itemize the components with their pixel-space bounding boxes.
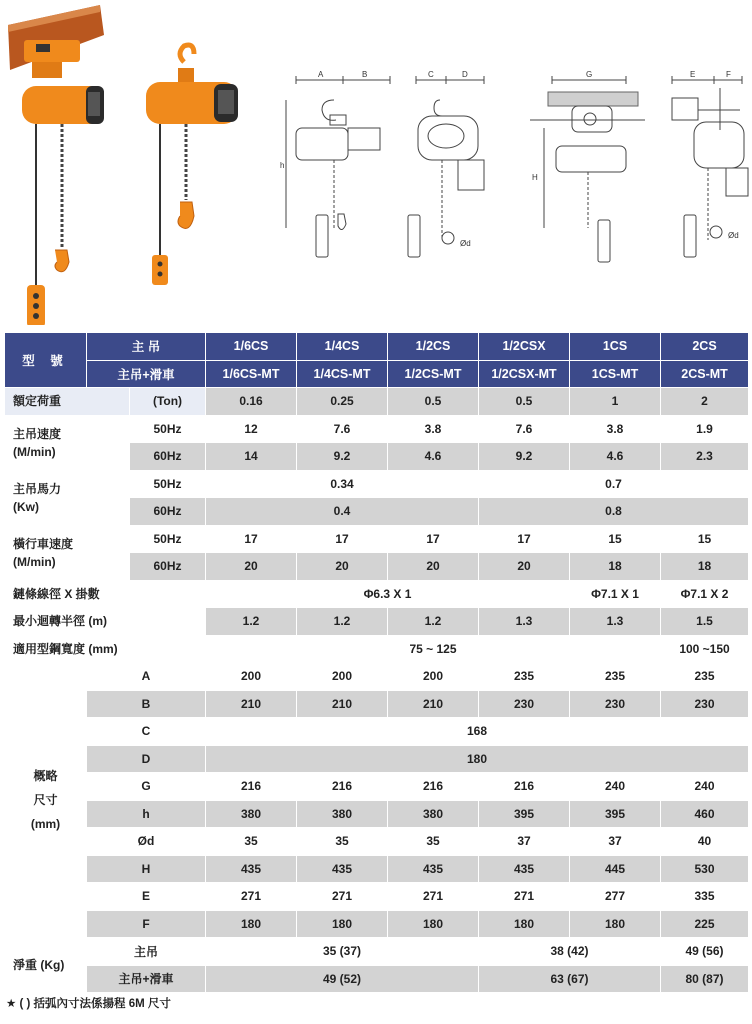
dim-value: 445 [570,855,661,883]
dim-value: 235 [661,663,749,691]
spec-table [4,332,749,993]
dim-label-H: H [532,173,538,182]
freq-50hz: 50Hz [130,415,206,443]
model-trolley: 1/2CS-MT [388,360,479,388]
hoist-speed-value: 9.2 [479,443,570,471]
dim-label-h: h [280,161,285,170]
dim-value: 200 [206,663,297,691]
rated-load-value: 0.5 [479,388,570,416]
dim-value: 380 [388,800,479,828]
main-hoist-label: 主 吊 [87,333,206,361]
dim-label-b: B [362,70,368,79]
dim-value: 35 [297,828,388,856]
chain-value: Φ7.1 X 2 [661,580,749,608]
dim-value: 271 [297,883,388,911]
hoist-speed-label-1: 主吊速度 [13,426,62,441]
trolley-speed-value: 15 [570,525,661,553]
dim-label-phi-d-2: Ød [728,231,739,240]
weight-main-label: 主吊 [87,938,206,966]
rated-load-unit: (Ton) [130,388,206,416]
radius-value: 1.3 [479,608,570,636]
model-main: 1/4CS [297,333,388,361]
model-trolley: 2CS-MT [661,360,749,388]
dims-label-3: (mm) [30,817,61,831]
trolley-speed-value: 18 [570,553,661,581]
dim-value: 200 [388,663,479,691]
dim-value: 240 [661,773,749,801]
dim-e-row [5,883,749,911]
beam-value: 75 ~ 125 [206,635,661,663]
hoist-power-value: 0.4 [206,498,479,526]
dim-d-row [5,745,749,773]
dim-value: 40 [661,828,749,856]
dim-key: E [87,883,206,911]
beam-value: 100 ~150 [661,635,749,663]
dim-value: 168 [206,718,749,746]
dim-value: 435 [479,855,570,883]
chain-value: Φ6.3 X 1 [206,580,570,608]
chain-row [5,580,749,608]
dim-phi-d-row [5,828,749,856]
beam-label: 適用型鋼寬度 (mm) [5,635,206,663]
freq-60hz: 60Hz [130,498,206,526]
rated-load-value: 1 [570,388,661,416]
dim-value: 216 [297,773,388,801]
hoist-power-value: 0.34 [206,470,479,498]
trolley-speed-value: 15 [661,525,749,553]
model-trolley: 1CS-MT [570,360,661,388]
chain-label: 鏈條線徑 X 掛數 [5,580,206,608]
weight-trolley-label: 主吊+滑車 [87,965,206,993]
hoist-speed-value: 4.6 [570,443,661,471]
trolley-speed-value: 20 [206,553,297,581]
weight-value: 80 (87) [661,965,749,993]
weight-trolley-row [5,965,749,993]
dim-value: 180 [206,745,749,773]
dim-key: H [87,855,206,883]
trolley-speed-value: 20 [388,553,479,581]
dim-value: 180 [479,910,570,938]
dims-label-1: 概略 [33,769,58,783]
freq-50hz: 50Hz [130,525,206,553]
trolley-speed-value: 20 [297,553,388,581]
radius-value: 1.5 [661,608,749,636]
dim-value: 380 [297,800,388,828]
radius-value: 1.2 [388,608,479,636]
dim-label-a: A [318,70,324,79]
freq-50hz: 50Hz [130,470,206,498]
header-row-main [5,333,749,361]
radius-row [5,608,749,636]
rated-load-value: 0.5 [388,388,479,416]
model-trolley: 1/4CS-MT [297,360,388,388]
trolley-speed-label [5,525,130,580]
hoist-trolley-label: 主吊+滑車 [87,360,206,388]
hoist-speed-label-2: (M/min) [13,444,56,459]
hoist-power-label [5,470,130,525]
freq-60hz: 60Hz [130,443,206,471]
model-main: 1/2CSX [479,333,570,361]
radius-value: 1.2 [297,608,388,636]
trolley-speed-label-2: (M/min) [13,554,56,569]
trolley-speed-value: 17 [206,525,297,553]
dim-h-row [5,800,749,828]
dim-value: 180 [297,910,388,938]
dim-value: 235 [570,663,661,691]
model-trolley: 1/6CS-MT [206,360,297,388]
dim-value: 230 [479,690,570,718]
dim-value: 230 [661,690,749,718]
dimension-drawing-trolley-side [530,70,645,262]
dim-value: 230 [570,690,661,718]
trolley-speed-value: 17 [297,525,388,553]
dim-value: 335 [661,883,749,911]
dim-g-row [5,773,749,801]
hoist-with-trolley-image [8,5,104,325]
hoist-power-label-2: (Kw) [13,499,39,514]
weight-value: 63 (67) [479,965,661,993]
header-row-trolley [5,360,749,388]
dim-f-row [5,910,749,938]
dim-value: 235 [479,663,570,691]
hoist-power-50-row [5,470,749,498]
dim-value: 216 [388,773,479,801]
dim-key: C [87,718,206,746]
trolley-speed-value: 18 [661,553,749,581]
dim-value: 225 [661,910,749,938]
radius-label: 最小迴轉半徑 (m) [5,608,206,636]
rated-load-value: 0.25 [297,388,388,416]
dim-key: h [87,800,206,828]
hoist-speed-value: 4.6 [388,443,479,471]
dim-value: 277 [570,883,661,911]
model-main: 2CS [661,333,749,361]
radius-value: 1.3 [570,608,661,636]
dim-value: 460 [661,800,749,828]
dim-key: B [87,690,206,718]
hoist-power-label-1: 主吊馬力 [13,481,62,496]
beam-row [5,635,749,663]
rated-load-label: 額定荷重 [5,388,130,416]
hoist-speed-value: 3.8 [570,415,661,443]
weight-main-row [5,938,749,966]
model-trolley: 1/2CSX-MT [479,360,570,388]
trolley-speed-value: 20 [479,553,570,581]
dim-value: 35 [388,828,479,856]
dim-label-phi-d-1: Ød [460,239,471,248]
dim-key: Ød [87,828,206,856]
dim-value: 180 [206,910,297,938]
dim-b-row [5,690,749,718]
dim-value: 210 [297,690,388,718]
chain-value: Φ7.1 X 1 [570,580,661,608]
dims-label [5,663,87,938]
hoist-speed-value: 9.2 [297,443,388,471]
dim-label-f: F [726,70,731,79]
dim-c-row [5,718,749,746]
dim-key: F [87,910,206,938]
weight-value: 49 (56) [661,938,749,966]
dim-value: 395 [570,800,661,828]
freq-60hz: 60Hz [130,553,206,581]
dim-value: 216 [479,773,570,801]
hoist-speed-value: 3.8 [388,415,479,443]
dim-value: 271 [479,883,570,911]
hoist-speed-50-row [5,415,749,443]
hoist-speed-value: 1.9 [661,415,749,443]
dim-value: 395 [479,800,570,828]
dim-value: 435 [206,855,297,883]
product-figures [0,0,752,325]
hoist-speed-value: 7.6 [297,415,388,443]
rated-load-row [5,388,749,416]
model-main: 1CS [570,333,661,361]
hoist-power-value: 0.8 [479,498,749,526]
dim-key: G [87,773,206,801]
dim-key: D [87,745,206,773]
dims-label-2: 尺寸 [33,793,58,807]
dim-a-row [5,663,749,691]
model-label: 型 號 [5,333,87,388]
weight-value: 35 (37) [206,938,479,966]
hoist-speed-label [5,415,130,470]
dim-value: 271 [206,883,297,911]
dim-key: A [87,663,206,691]
footnote: ★ ( ) 括弧內寸法係揚程 6M 尺寸 [6,998,171,1010]
dim-value: 210 [388,690,479,718]
dim-value: 37 [570,828,661,856]
dim-value: 35 [206,828,297,856]
hoist-speed-value: 7.6 [479,415,570,443]
dim-value: 210 [206,690,297,718]
trolley-speed-value: 17 [388,525,479,553]
rated-load-value: 0.16 [206,388,297,416]
dim-label-g: G [586,70,593,79]
dim-value: 200 [297,663,388,691]
dim-value: 180 [570,910,661,938]
dim-label-c: C [428,70,434,79]
dimension-drawing-side [280,70,390,257]
dim-label-e: E [690,70,696,79]
radius-value: 1.2 [206,608,297,636]
weight-label: 淨重 (Kg) [5,938,87,993]
hoist-speed-value: 12 [206,415,297,443]
dim-value: 380 [206,800,297,828]
model-main: 1/2CS [388,333,479,361]
weight-value: 38 (42) [479,938,661,966]
dim-value: 180 [388,910,479,938]
hoist-speed-value: 2.3 [661,443,749,471]
dimension-drawing-front [408,70,484,257]
dim-value: 216 [206,773,297,801]
hoist-speed-value: 14 [206,443,297,471]
trolley-speed-label-1: 橫行車速度 [13,536,74,551]
model-main: 1/6CS [206,333,297,361]
rated-load-value: 2 [661,388,749,416]
dim-value: 530 [661,855,749,883]
trolley-speed-50-row [5,525,749,553]
dim-value: 240 [570,773,661,801]
trolley-speed-value: 17 [479,525,570,553]
dimension-drawing-trolley-front [672,70,748,257]
hoist-power-value: 0.7 [479,470,749,498]
dim-H-row [5,855,749,883]
hoist-with-hook-image [146,45,238,285]
weight-value: 49 (52) [206,965,479,993]
dim-value: 435 [388,855,479,883]
dim-label-d: D [462,70,468,79]
dim-value: 37 [479,828,570,856]
dim-value: 271 [388,883,479,911]
dim-value: 435 [297,855,388,883]
